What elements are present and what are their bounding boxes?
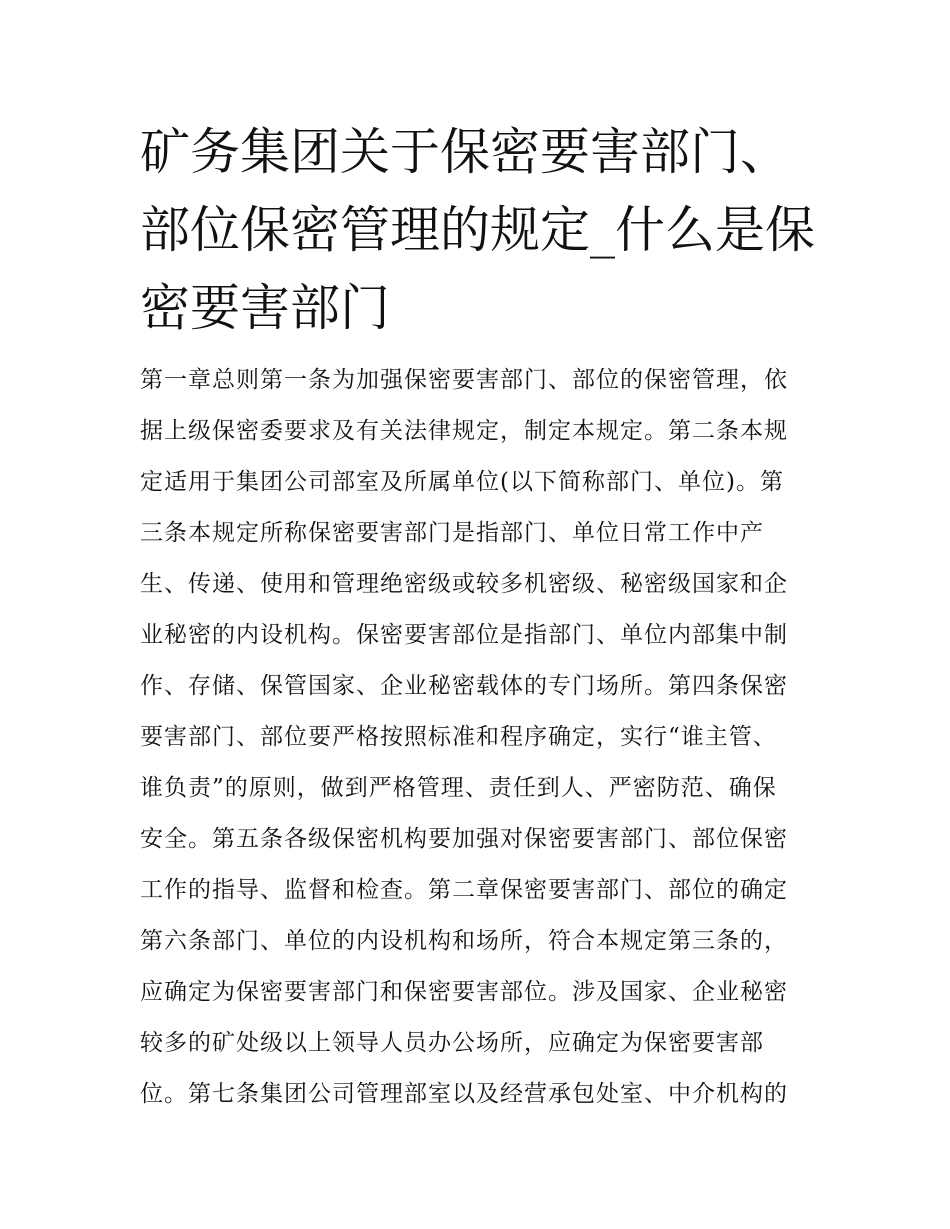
document-title bbox=[140, 113, 820, 347]
body-line: 作、存储、保管国家、企业秘密载体的专门场所。第四条保密 bbox=[140, 673, 788, 699]
body-line: 要害部门、部位要严格按照标准和程序确定，实行“谁主管、 bbox=[140, 724, 777, 750]
body-line: 据上级保密委要求及有关法律规定，制定本规定。第二条本规 bbox=[140, 418, 788, 444]
body-line: 谁负责”的原则，做到严格管理、责任到人、严密防范、确保 bbox=[140, 775, 777, 801]
body-line: 应确定为保密要害部门和保密要害部位。涉及国家、企业秘密 bbox=[140, 979, 788, 1005]
body-line: 业秘密的内设机构。保密要害部位是指部门、单位内部集中制 bbox=[140, 622, 788, 648]
body-line: 第六条部门、单位的内设机构和场所，符合本规定第三条的， bbox=[140, 928, 788, 954]
body-line: 定适用于集团公司部室及所属单位(以下简称部门、单位)。第 bbox=[140, 469, 784, 495]
document-body bbox=[140, 355, 830, 1120]
body-line: 工作的指导、监督和检查。第二章保密要害部门、部位的确定 bbox=[140, 877, 788, 903]
title-line-3: 密要害部门 bbox=[140, 279, 390, 337]
body-line: 安全。第五条各级保密机构要加强对保密要害部门、部位保密 bbox=[140, 826, 788, 852]
body-line: 位。第七条集团公司管理部室以及经营承包处室、中介机构的 bbox=[140, 1081, 788, 1107]
body-line: 较多的矿处级以上领导人员办公场所，应确定为保密要害部 bbox=[140, 1030, 764, 1056]
body-line: 第一章总则第一条为加强保密要害部门、部位的保密管理，依 bbox=[140, 367, 788, 393]
title-line-2: 部位保密管理的规定_什么是保 bbox=[140, 201, 815, 259]
body-line: 三条本规定所称保密要害部门是指部门、单位日常工作中产 bbox=[140, 520, 764, 546]
body-line: 生、传递、使用和管理绝密级或较多机密级、秘密级国家和企 bbox=[140, 571, 788, 597]
title-line-1: 矿务集团关于保密要害部门、 bbox=[140, 123, 790, 181]
